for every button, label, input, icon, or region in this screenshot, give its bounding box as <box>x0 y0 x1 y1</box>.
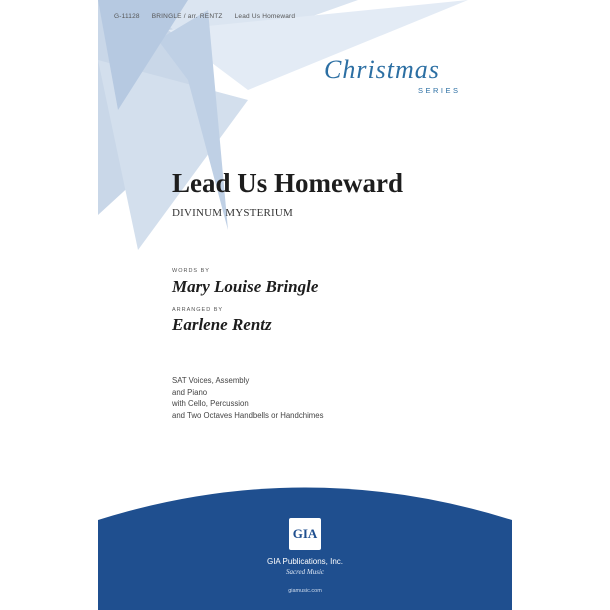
logo-text: GIA <box>292 526 318 541</box>
words-label: WORDS BY <box>172 268 210 274</box>
header-authors: BRINGLE / arr. RENTZ <box>151 13 223 20</box>
gia-logo <box>289 518 321 550</box>
publisher-tagline: Sacred Music <box>285 568 325 576</box>
score-cover <box>98 0 512 610</box>
series-name: Christmas <box>324 55 440 84</box>
arranged-label: ARRANGED BY <box>172 307 224 313</box>
header-line <box>114 13 305 20</box>
voicing-line: with Cello, Percussion <box>172 399 249 408</box>
words-author: Mary Louise Bringle <box>172 277 319 296</box>
tune-name: DIVINUM MYSTERIUM <box>172 207 294 219</box>
catalog-number: G-11128 <box>114 13 140 20</box>
publisher-name: GIA Publications, Inc. <box>266 557 344 566</box>
publisher-website: giamusic.com <box>288 588 322 594</box>
voicing-line: and Two Octaves Handbells or Handchimes <box>172 410 324 420</box>
star-graphic <box>98 0 512 260</box>
series-label: SERIES <box>418 86 461 95</box>
page-title: Lead Us Homeward <box>172 168 403 198</box>
arranger: Earlene Rentz <box>172 315 272 334</box>
header-title: Lead Us Homeward <box>234 13 296 20</box>
voicing-block <box>172 375 324 421</box>
voicing-line: SAT Voices, Assembly <box>172 376 250 385</box>
voicing-line: and Piano <box>172 387 208 397</box>
